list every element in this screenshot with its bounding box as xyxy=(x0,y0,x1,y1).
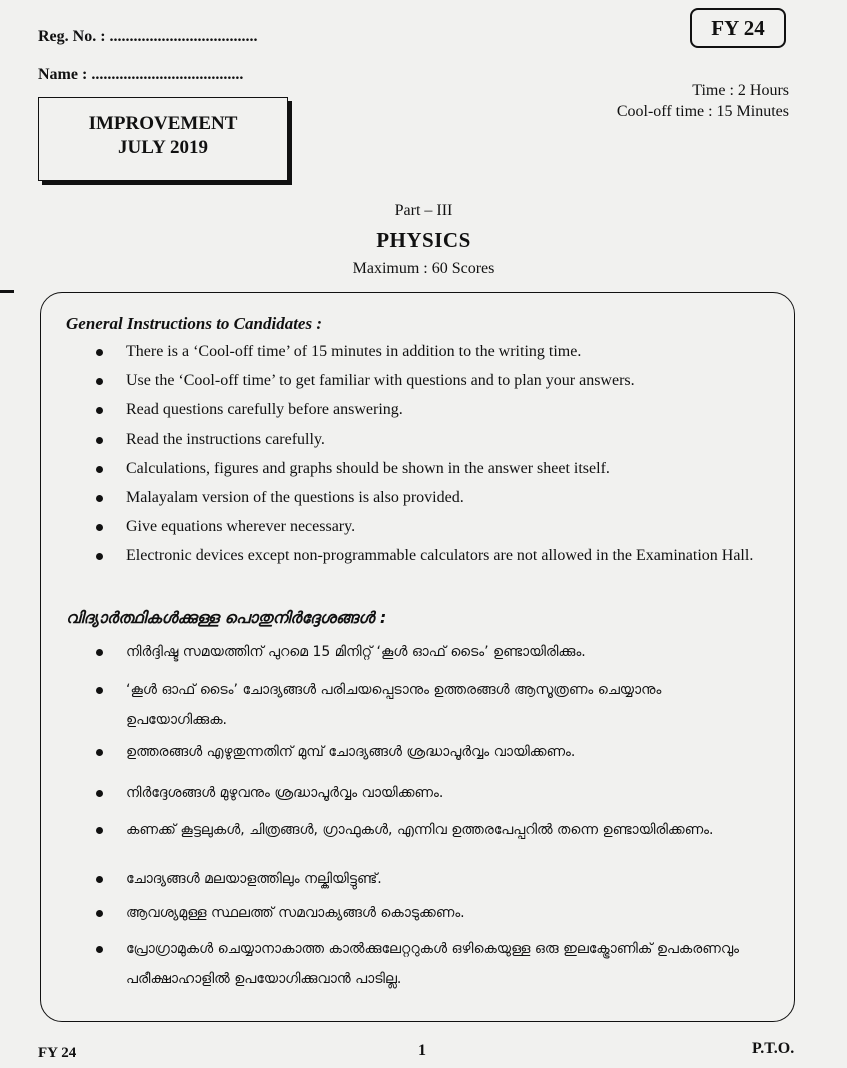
bullet-icon xyxy=(96,466,103,473)
exam-date: JULY 2019 xyxy=(118,137,208,158)
margin-mark xyxy=(0,290,14,293)
list-item: ഉത്തരങ്ങൾ എഴുതുന്നതിന് മുമ്പ് ചോദ്യങ്ങൾ ശ്രദ്ധാപൂർവ്വം വായിക്കണം. xyxy=(126,737,766,767)
bullet-icon xyxy=(96,407,103,414)
exam-session-box xyxy=(38,97,288,181)
list-item: Calculations, figures and graphs should be shown in the answer sheet itself. xyxy=(126,458,766,480)
list-item: There is a ‘Cool-off time’ of 15 minutes in addition to the writing time. xyxy=(126,341,766,363)
bullet-icon xyxy=(96,827,103,834)
reg-no-field: Reg. No. : ..................................... xyxy=(38,28,258,45)
page-number: 1 xyxy=(418,1042,426,1059)
bullet-icon xyxy=(96,378,103,385)
list-item: Give equations wherever necessary. xyxy=(126,516,766,538)
name-field: Name : ...................................... xyxy=(38,66,244,83)
exam-type: IMPROVEMENT xyxy=(88,113,238,134)
bullet-icon xyxy=(96,876,103,883)
list-item: കണക്ക് കൂട്ടലുകൾ, ചിത്രങ്ങൾ, ഗ്രാഫുകൾ, എന്നിവ ഉത്തരപേപ്പറിൽ തന്നെ ഉണ്ടായിരിക്കണം. xyxy=(126,815,766,845)
list-item: Read questions carefully before answering. xyxy=(126,399,766,421)
list-item: Use the ‘Cool-off time’ to get familiar with questions and to plan your answers. xyxy=(126,370,766,392)
bullet-icon xyxy=(96,649,103,656)
bullet-icon xyxy=(96,946,103,953)
list-item: Malayalam version of the questions is also provided. xyxy=(126,487,766,509)
list-item: ‘കൂൾ ഓഫ് ടൈം’ ചോദ്യങ്ങൾ പരിചയപ്പെടാനും ഉത്തരങ്ങൾ ആസൂത്രണം ചെയ്യാനും ഉപയോഗിക്കുക. xyxy=(126,675,766,735)
list-item: നിർദ്ദിഷ്ട സമയത്തിന് പുറമെ 15 മിനിറ്റ് ‘കൂൾ ഓഫ് ടൈം’ ഉണ്ടായിരിക്കും. xyxy=(126,637,766,667)
list-item: Electronic devices except non-programmable calculators are not allowed in the Examination Hall. xyxy=(126,545,766,567)
list-item: Read the instructions carefully. xyxy=(126,429,766,451)
list-item: പ്രോഗ്രാമുകൾ ചെയ്യാനാകാത്ത കാൽക്കുലേറ്ററുകൾ ഒഴികെയുള്ള ഒരു ഇലക്ട്രോണിക് ഉപകരണവും പരീക്ഷാഹാളിൽ ഉപയോഗിക്കുവാൻ പാടില്ല. xyxy=(126,934,766,994)
instructions-heading: General Instructions to Candidates : xyxy=(66,314,322,333)
bullet-icon xyxy=(96,553,103,560)
bullet-icon xyxy=(96,495,103,502)
bullet-icon xyxy=(96,749,103,756)
bullet-icon xyxy=(96,790,103,797)
footer-paper-code: FY 24 xyxy=(38,1045,77,1061)
list-item: ആവശ്യമുള്ള സ്ഥലത്ത് സമവാക്യങ്ങൾ കൊടുക്കണം. xyxy=(126,898,766,928)
paper-code-badge: FY 24 xyxy=(690,8,786,48)
bullet-icon xyxy=(96,524,103,531)
bullet-icon xyxy=(96,910,103,917)
bullet-icon xyxy=(96,437,103,444)
malayalam-instructions-heading: വിദ്യാർത്ഥികൾക്കുള്ള പൊതുനിർദ്ദേശങ്ങൾ : xyxy=(66,608,387,627)
subject-title: PHYSICS xyxy=(376,228,471,252)
pto-label: P.T.O. xyxy=(752,1040,795,1057)
bullet-icon xyxy=(96,687,103,694)
part-label: Part – III xyxy=(394,202,453,219)
list-item: നിർദ്ദേശങ്ങൾ മുഴുവനും ശ്രദ്ധാപൂർവ്വം വായിക്കണം. xyxy=(126,778,766,808)
exam-time: Time : 2 Hours xyxy=(692,82,789,99)
list-item: ചോദ്യങ്ങൾ മലയാളത്തിലും നല്കിയിട്ടുണ്ട്. xyxy=(126,864,766,894)
max-scores: Maximum : 60 Scores xyxy=(352,260,495,277)
cool-off-time: Cool-off time : 15 Minutes xyxy=(616,103,789,120)
bullet-icon xyxy=(96,349,103,356)
